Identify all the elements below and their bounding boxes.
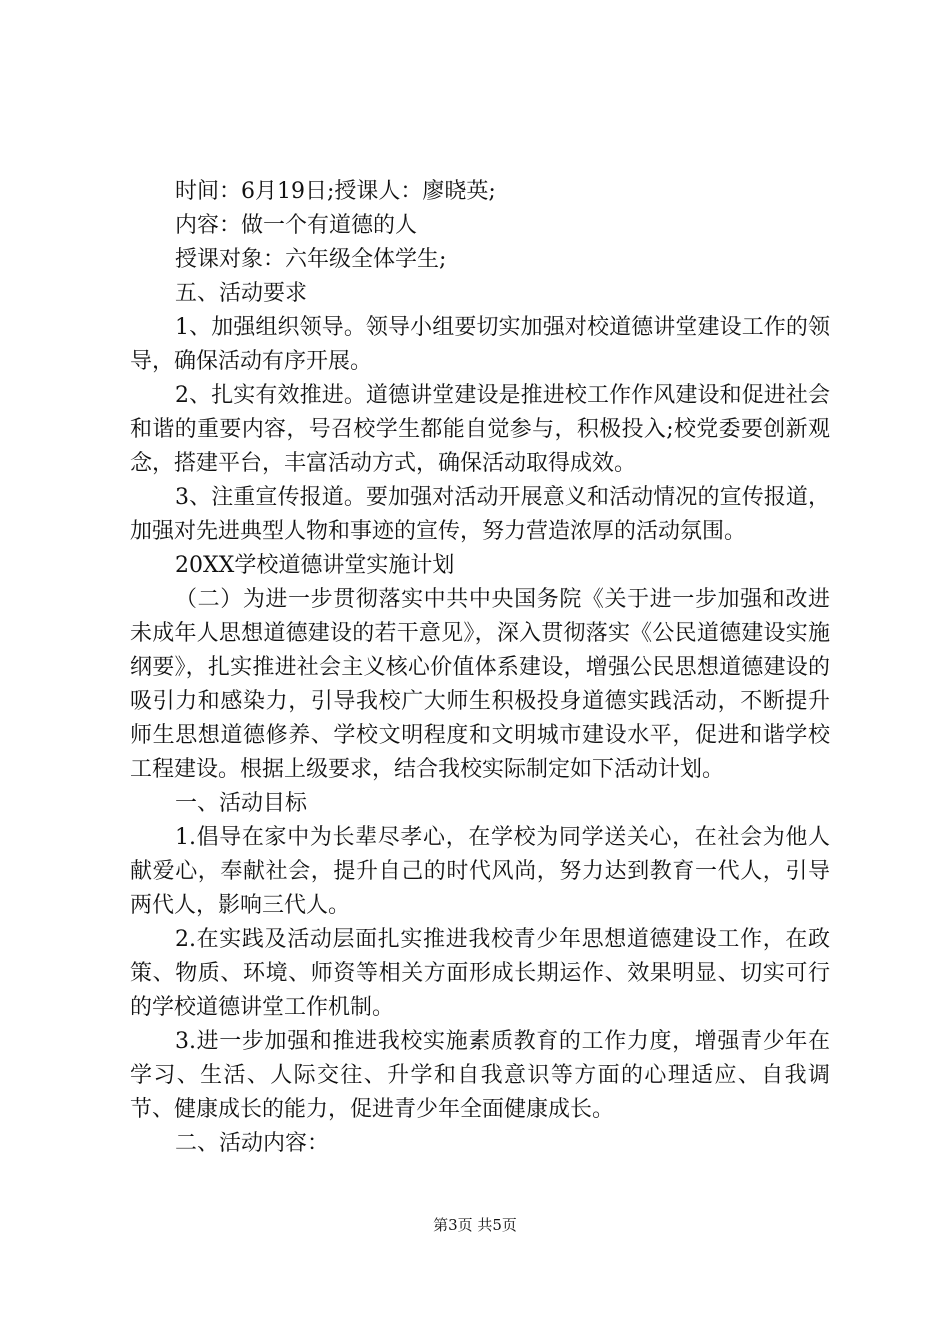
- page-number: 第3页 共5页: [433, 1216, 517, 1234]
- paragraph-time: 时间：6月19日;授课人：廖晓英;: [175, 179, 496, 204]
- paragraph-plan-intro: （二）为进一步贯彻落实中共中央国务院《关于进一步加强和改进未成年人思想道德建设的若干意见》，深入贯彻落实《公民道德建设实施纲要》，扎实推进社会主义核心价值体系建设，增强公民思想道德建设的吸引力和感染力，引导我校广大师生积极投身道德实践活动，不断提升师生思想道德修养、学校文明程度和文明城市建设水平，促进和谐学校工程建设。根据上级要求，结合我校实际制定如下活动计划。: [130, 587, 830, 782]
- paragraph-requirement-1: 1、加强组织领导。领导小组要切实加强对校道德讲堂建设工作的领导，确保活动有序开展。: [130, 315, 830, 374]
- section-heading-requirements: 五、活动要求: [175, 281, 308, 306]
- paragraph-goal-2: 2.在实践及活动层面扎实推进我校青少年思想道德建设工作，在政策、物质、环境、师资等相关方面形成长期运作、效果明显、切实可行的学校道德讲堂工作机制。: [130, 927, 830, 1020]
- section-heading-goals: 一、活动目标: [175, 791, 308, 816]
- paragraph-audience: 授课对象：六年级全体学生;: [175, 247, 447, 272]
- paragraph-content: 内容：做一个有道德的人: [175, 213, 418, 238]
- plan-title: 20XX学校道德讲堂实施计划: [175, 553, 455, 578]
- paragraph-goal-3: 3.进一步加强和推进我校实施素质教育的工作力度，增强青少年在学习、生活、人际交往、升学和自我意识等方面的心理适应、自我调节、健康成长的能力，促进青少年全面健康成长。: [130, 1029, 830, 1122]
- section-heading-activities: 二、活动内容：: [175, 1131, 330, 1156]
- paragraph-requirement-3: 3、注重宣传报道。要加强对活动开展意义和活动情况的宣传报道，加强对先进典型人物和事迹的宣传，努力营造浓厚的活动氛围。: [130, 485, 830, 544]
- document-body: [130, 175, 830, 1161]
- paragraph-goal-1: 1.倡导在家中为长辈尽孝心，在学校为同学送关心，在社会为他人献爱心，奉献社会，提升自己的时代风尚，努力达到教育一代人，引导两代人，影响三代人。: [130, 825, 830, 918]
- paragraph-requirement-2: 2、扎实有效推进。道德讲堂建设是推进校工作作风建设和促进社会和谐的重要内容，号召校学生都能自觉参与，积极投入;校党委要创新观念，搭建平台，丰富活动方式，确保活动取得成效。: [130, 383, 830, 476]
